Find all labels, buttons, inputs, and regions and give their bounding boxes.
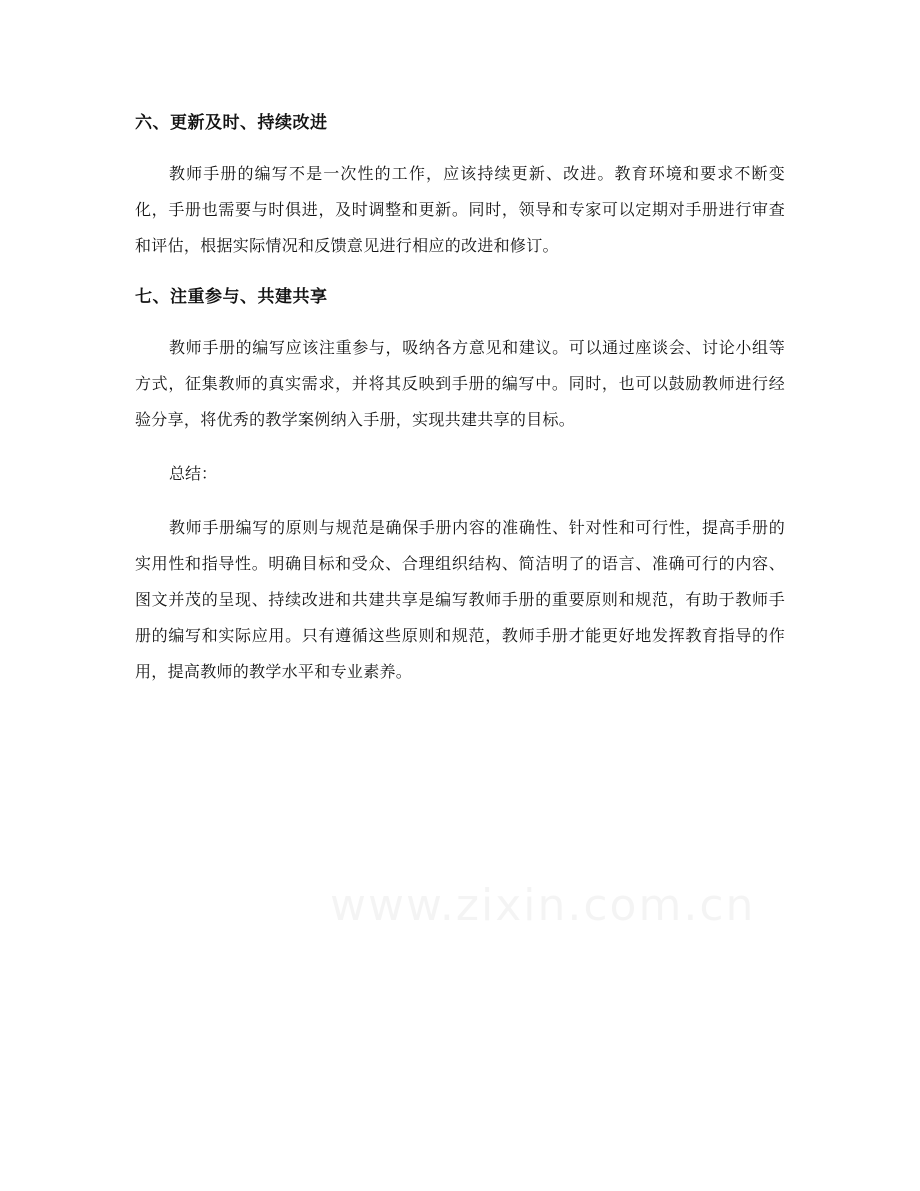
section-heading: 七、注重参与、共建共享 [135,287,328,307]
summary-paragraph: 教师手册编写的原则与规范是确保手册内容的准确性、针对性和可行性，提高手册的实用性和指导性。明确目标和受众、合理组织结构、简洁明了的语言、准确可行的内容、图文并茂的呈现、持续改进和共建共享是编写教师手册的重要原则和规范，有助于教师手册的编写和实际应用。只有遵循这些原则和规范，教师手册才能更好地发挥教育指导的作用，提高教师的教学水平和专业素养。 [135,518,785,681]
section-summary [135,456,785,690]
watermark-text [330,880,755,931]
section-participation-sharing [135,282,785,438]
document-content [135,108,785,708]
section-paragraph: 教师手册的编写应该注重参与，吸纳各方意见和建议。可以通过座谈会、讨论小组等方式，征集教师的真实需求，并将其反映到手册的编写中。同时，也可以鼓励教师进行经验分享，将优秀的教学案例纳入手册，实现共建共享的目标。 [135,338,785,429]
section-heading: 六、更新及时、持续改进 [135,113,328,133]
summary-label: 总结： [169,464,218,483]
section-update-improve [135,108,785,264]
section-paragraph: 教师手册的编写不是一次性的工作，应该持续更新、改进。教育环境和要求不断变化，手册也需要与时俱进，及时调整和更新。同时，领导和专家可以定期对手册进行审查和评估，根据实际情况和反馈意见进行相应的改进和修订。 [135,164,785,255]
